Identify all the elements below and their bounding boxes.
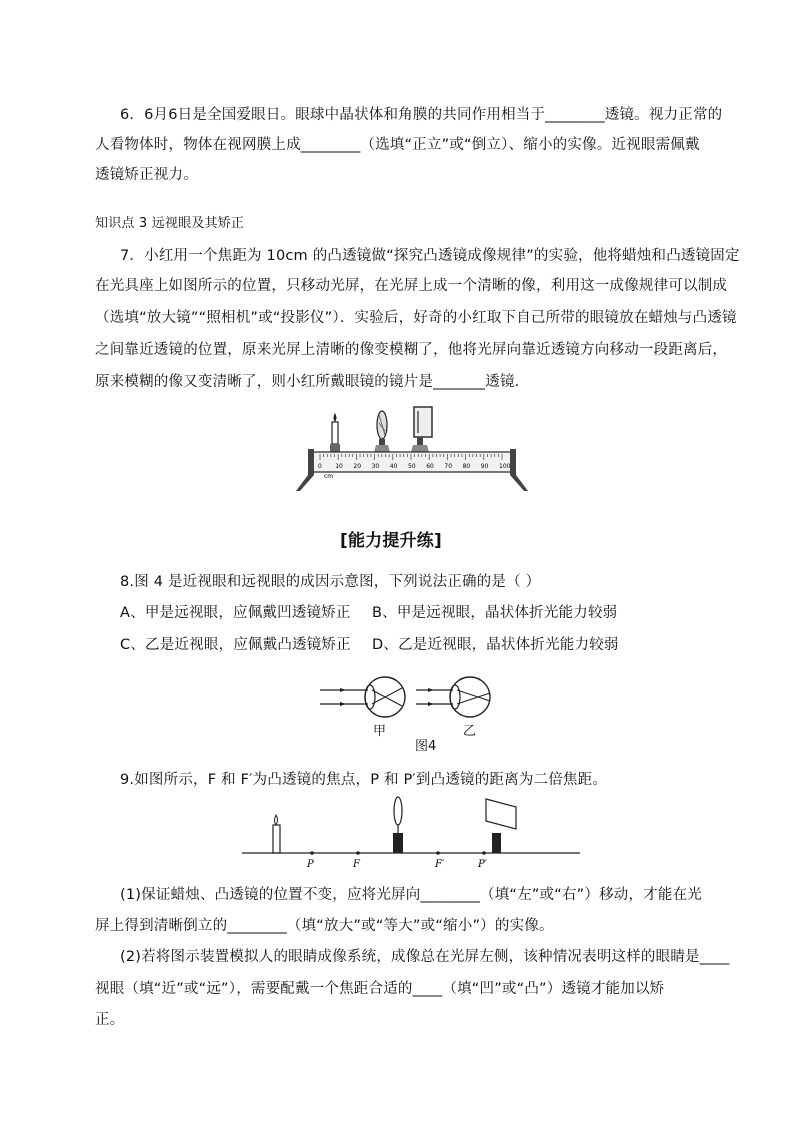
- q8-option-b: B、甲是远视眼，晶状体折光能力较弱: [372, 605, 618, 621]
- point-p-marker: [310, 851, 314, 855]
- point-f2-label: F′: [435, 859, 445, 870]
- fig4-caption: 图4: [415, 739, 437, 754]
- point-p2-label: P′: [478, 859, 487, 870]
- q8-option-a: A、甲是远视眼，应佩戴凹透镜矫正: [120, 605, 351, 621]
- q9-part2-line3: 正。: [95, 1012, 125, 1028]
- candle-icon: [330, 413, 340, 452]
- q8-option-c: C、乙是近视眼，应佩戴凸透镜矫正: [120, 637, 351, 653]
- convex-lens-icon: [393, 797, 403, 853]
- eye-yi-icon: [416, 677, 490, 717]
- bench-tick-label: 40: [389, 463, 398, 470]
- bench-tick-label: 80: [462, 463, 471, 470]
- bench-left-support: [296, 449, 314, 491]
- fig4-label-jia: 甲: [373, 724, 387, 739]
- screen-icon: [486, 799, 516, 853]
- screen-icon: [411, 407, 432, 452]
- q9-part2-line2: 视眼（填“近”或“远”），需要配戴一个焦距合适的____（填“凹”或“凸”）透镜才能加以矫: [95, 981, 665, 997]
- point-f-marker: [356, 851, 360, 855]
- eye-jia-icon: [320, 677, 405, 717]
- knowledge-point-heading: 知识点 3 远视眼及其矫正: [95, 216, 245, 231]
- q7-line1: 7．小红用一个焦距为 10cm 的凸透镜做“探究凸透镜成像规律”的实验，他将蜡烛和凸透镜固定: [120, 248, 740, 264]
- q9-part2-line1: (2)若将图示装置模拟人的眼睛成像系统，成像总在光屏左侧，该种情况表明这样的眼睛是____: [120, 949, 730, 965]
- point-f-label: F: [353, 859, 360, 870]
- convex-lens-icon: [374, 411, 390, 452]
- bench-tick-label: 70: [444, 463, 453, 470]
- q9-stem: 9.如图所示，F 和 F′为凸透镜的焦点，P 和 P′到凸透镜的距离为二倍焦距。: [120, 772, 608, 788]
- bench-tick-label: 90: [480, 463, 489, 470]
- section-title: [能力提升练]: [340, 531, 442, 551]
- point-p2-marker: [482, 851, 486, 855]
- q6-line2: 人看物体时，物体在视网膜上成________（选填“正立”或“倒立）、缩小的实像。近视眼需佩戴: [95, 137, 700, 153]
- bench-tick-label: 10: [335, 463, 343, 470]
- q9-part1-line2: 屏上得到清晰倒立的________（填“放大”或“等大”或“缩小”）的实像。: [95, 918, 554, 934]
- q6-line3: 透镜矫正视力。: [95, 167, 198, 183]
- q7-line3: （选填“放大镜”“照相机”或“投影仪”）．实验后，好奇的小红取下自己所带的眼镜放在蜡烛与凸透镜: [95, 310, 737, 326]
- candle-icon: [273, 815, 280, 853]
- q6-line1: 6．6月6日是全国爱眼日。眼球中晶状体和角膜的共同作用相当于________透镜。视力正常的: [120, 107, 723, 123]
- bench-tick-label: 60: [426, 463, 434, 470]
- q9-optical-figure: [240, 793, 585, 873]
- q7-line2: 在光具座上如图所示的位置，只移动光屏，在光屏上成一个清晰的像，利用这一成像规律可以制成: [95, 278, 728, 294]
- optical-bench-figure: [290, 405, 530, 495]
- q7-line4: 之间靠近透镜的位置，原来光屏上清晰的像变模糊了，他将光屏向靠近透镜方向移动一段距离后，: [95, 342, 728, 358]
- bench-right-support: [510, 449, 528, 491]
- q8-option-d: D、乙是近视眼，晶状体折光能力较弱: [372, 637, 619, 653]
- bench-unit-label: cm: [324, 473, 334, 480]
- bench-tick-label: 100: [499, 463, 511, 470]
- bench-tick-label: 50: [408, 463, 416, 470]
- eye-diagram-figure: [318, 672, 518, 732]
- bench-tick-label: 30: [371, 463, 380, 470]
- point-f2-marker: [436, 851, 440, 855]
- q8-stem: 8.图 4 是近视眼和远视眼的成因示意图，下列说法正确的是（ ）: [120, 574, 541, 590]
- q7-line5: 原来模糊的像又变清晰了，则小红所戴眼镜的镜片是_______透镜．: [95, 374, 530, 390]
- q9-part1-line1: (1)保证蜡烛、凸透镜的位置不变，应将光屏向________（填“左”或“右”）移动，才能在光: [120, 887, 702, 903]
- bench-tick-label: 0: [318, 463, 322, 470]
- point-p-label: P: [307, 859, 314, 870]
- bench-tick-label: 20: [353, 463, 362, 470]
- fig4-label-yi: 乙: [463, 724, 477, 739]
